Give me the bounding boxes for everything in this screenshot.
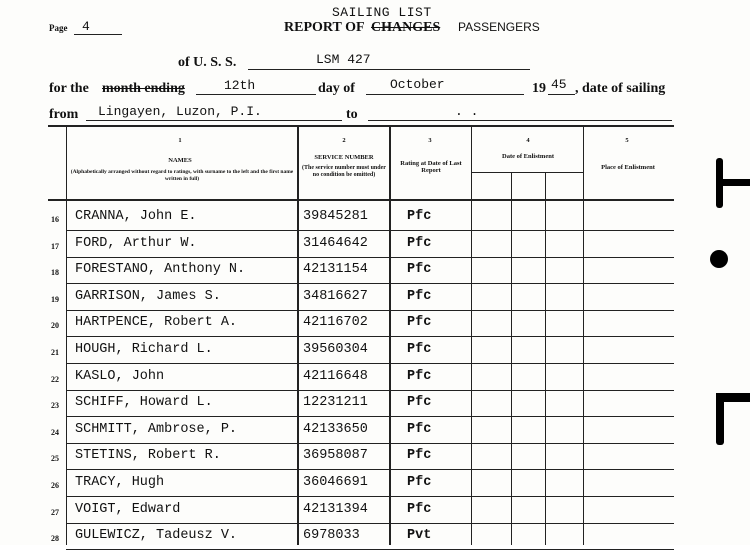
col1-number: 1 xyxy=(178,137,182,144)
binder-hole xyxy=(710,250,728,268)
col4-title: Date of Enlistment xyxy=(502,153,554,160)
col-divider-1 xyxy=(66,125,67,545)
from-value: Lingayen, Luzon, P.I. xyxy=(98,104,262,119)
row-rule xyxy=(66,390,674,391)
row-number: 23 xyxy=(51,401,59,411)
from-underline xyxy=(86,120,342,121)
passenger-name: SCHMITT, Ambrose, P. xyxy=(75,421,238,437)
col3-number: 3 xyxy=(428,137,432,144)
rating: Pfc xyxy=(407,421,432,437)
passenger-name: GARRISON, James S. xyxy=(75,288,221,304)
passenger-name: CRANNA, John E. xyxy=(75,209,197,224)
col5-number: 5 xyxy=(625,137,629,144)
passenger-name: KASLO, John xyxy=(75,368,165,384)
binder-mark-top-arm xyxy=(716,179,750,186)
year-prefix: 19 xyxy=(532,81,546,96)
rating: Pfc xyxy=(407,501,432,517)
date-of-sailing-label: , date of sailing xyxy=(575,81,666,96)
passenger-name: TRACY, Hugh xyxy=(75,475,165,490)
col2-note: (The service number must under no condition be omitted) xyxy=(302,165,386,178)
rating: Pfc xyxy=(407,235,432,251)
enlistment-sub-rule xyxy=(471,172,583,173)
passenger-name: GULEWICZ, Tadeusz V. xyxy=(75,528,238,544)
title-sailing-list: SAILING LIST xyxy=(332,5,432,20)
col3-title: Rating at Date of Last Report xyxy=(400,160,462,174)
col-divider-5 xyxy=(583,125,584,545)
service-number: 34816627 xyxy=(303,288,368,304)
row-rule xyxy=(66,496,674,497)
row-rule xyxy=(66,257,674,258)
row-rule xyxy=(66,469,674,470)
rating: Pfc xyxy=(407,395,432,411)
rating: Pfc xyxy=(407,262,432,278)
row-rule xyxy=(66,416,674,417)
row-number: 21 xyxy=(51,348,59,357)
col2-number: 2 xyxy=(342,137,346,144)
service-number: 36046691 xyxy=(303,475,368,490)
rating: Pfc xyxy=(407,288,432,304)
from-label: from xyxy=(49,107,79,122)
col-sub-divider-a xyxy=(511,172,512,545)
passenger-name: HARTPENCE, Robert A. xyxy=(75,315,238,331)
passenger-name: HOUGH, Richard L. xyxy=(75,342,213,357)
row-rule xyxy=(66,310,674,311)
service-number: 12231211 xyxy=(303,395,368,411)
month-value: October xyxy=(390,77,445,92)
rating: Pfc xyxy=(407,342,432,357)
col2-title: SERVICE NUMBER xyxy=(314,154,374,161)
col5-title: Place of Enlistment xyxy=(601,164,655,171)
col4-number: 4 xyxy=(526,137,530,144)
day-value: 12th xyxy=(224,78,256,93)
service-number: 42131394 xyxy=(303,501,368,517)
passenger-name: VOIGT, Edward xyxy=(75,501,181,517)
row-number: 18 xyxy=(51,268,59,278)
table-header-rule xyxy=(48,199,674,201)
row-number: 26 xyxy=(51,481,59,490)
row-number: 22 xyxy=(51,374,59,384)
to-underline xyxy=(368,120,672,121)
rating: Pfc xyxy=(407,315,432,331)
for-the-label: for the xyxy=(49,81,89,96)
row-number: 17 xyxy=(51,241,59,251)
service-number: 36958087 xyxy=(303,448,368,464)
row-number: 25 xyxy=(51,454,59,464)
rating: Pfc xyxy=(407,475,432,490)
row-rule xyxy=(66,523,674,524)
year-value: 45 xyxy=(551,77,567,92)
month-underline xyxy=(366,94,524,95)
row-number: 28 xyxy=(51,534,59,544)
service-number: 39560304 xyxy=(303,342,368,357)
rating: Pfc xyxy=(407,368,432,384)
of-uss-label: of U. S. S. xyxy=(178,55,237,70)
page-underline xyxy=(74,34,122,35)
day-underline xyxy=(196,94,316,95)
row-rule xyxy=(66,283,674,284)
to-label: to xyxy=(346,107,358,122)
page-number: 4 xyxy=(82,19,90,34)
month-ending-label: month ending xyxy=(102,81,185,96)
title-passengers: PASSENGERS xyxy=(458,20,540,34)
to-value: . . xyxy=(455,104,479,119)
row-number: 27 xyxy=(51,507,59,517)
passenger-name: SCHIFF, Howard L. xyxy=(75,395,213,411)
service-number: 42133650 xyxy=(303,421,368,437)
rating: Pvt xyxy=(407,528,432,544)
row-rule xyxy=(66,443,674,444)
page-label: Page xyxy=(49,23,68,33)
col-divider-2 xyxy=(297,125,299,545)
passenger-name: FORD, Arthur W. xyxy=(75,235,197,251)
col-divider-4 xyxy=(471,125,472,545)
service-number: 31464642 xyxy=(303,235,368,251)
row-number: 24 xyxy=(51,427,59,437)
rating: Pfc xyxy=(407,209,432,224)
col1-note: (Alphabetically arranged without regard to ratings, with surname to the left and the first name written in full) xyxy=(70,169,294,182)
title-report-of: REPORT OF xyxy=(284,20,365,35)
table-top-rule xyxy=(48,125,674,127)
row-rule xyxy=(66,230,674,231)
col-sub-divider-b xyxy=(545,172,546,545)
col1-title: NAMES xyxy=(168,157,192,164)
col-divider-3 xyxy=(389,125,391,545)
ship-name: LSM 427 xyxy=(316,52,371,67)
row-number: 20 xyxy=(51,321,59,331)
row-number: 16 xyxy=(51,215,59,224)
service-number: 6978033 xyxy=(303,528,360,544)
ship-underline xyxy=(248,69,530,70)
service-number: 42116702 xyxy=(303,315,368,331)
passenger-name: FORESTANO, Anthony N. xyxy=(75,262,246,278)
service-number: 42131154 xyxy=(303,262,368,278)
binder-mark-bottom-arm xyxy=(716,393,750,402)
passenger-name: STETINS, Robert R. xyxy=(75,448,221,464)
service-number: 42116648 xyxy=(303,368,368,384)
row-number: 19 xyxy=(51,294,59,304)
title-changes: CHANGES xyxy=(371,20,441,35)
day-of-label: day of xyxy=(318,81,355,96)
rating: Pfc xyxy=(407,448,432,464)
row-rule xyxy=(66,336,674,337)
year-underline xyxy=(548,94,575,95)
row-rule xyxy=(66,363,674,364)
service-number: 39845281 xyxy=(303,209,368,224)
